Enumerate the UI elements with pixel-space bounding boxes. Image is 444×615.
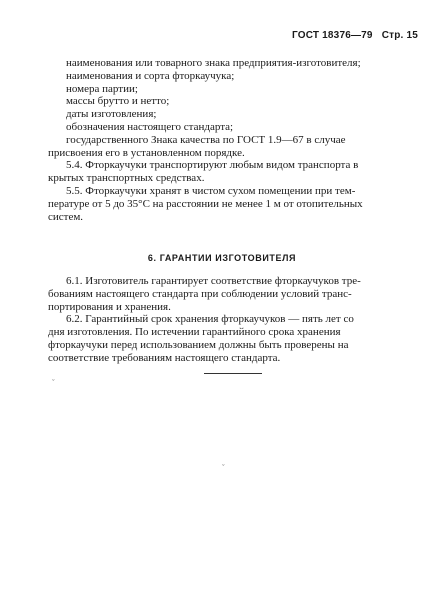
list-item: обозначения настоящего стандарта; [66,120,234,133]
list-item: наименования и сорта фторкаучука; [66,69,235,82]
paragraph-6-1-cont: бованиям настоящего стандарта при соблюдении условий транс- [48,287,352,300]
list-item: номера партии; [66,82,138,95]
paragraph-6-2-cont: дня изготовления. По истечении гарантийного срока хранения [48,326,341,339]
list-item: массы брутто и нетто; [66,95,170,108]
section-6-body [48,275,418,365]
list-item: наименования или товарного знака предприятия-изготовителя; [66,57,361,69]
list-item: даты изготовления; [66,108,157,121]
page-header [286,30,418,41]
paragraph-6-2-cont: соответствие требованиям настоящего стандарта. [48,351,281,364]
section-6-title: 6. ГАРАНТИИ ИЗГОТОВИТЕЛЯ [147,253,297,263]
end-rule [204,373,262,374]
paragraph-5-5-cont: пературе от 5 до 35°С на расстоянии не менее 1 м от отопительных [48,197,363,210]
page-number: Стр. 15 [381,30,418,41]
standard-number: ГОСТ 18376—79 [291,30,373,41]
paragraph-6-1: 6.1. Изготовитель гарантирует соответствие фторкаучуков тре- [66,275,361,287]
quality-mark-line: государственного Знака качества по ГОСТ 1.9—67 в случае [66,133,346,146]
scan-speck: ˇ [52,378,55,387]
paragraph-5-4-cont: крытых транспортных средствах. [48,172,205,185]
paragraph-5-5-cont: систем. [48,210,84,223]
paragraph-5-5: 5.5. Фторкаучуки хранят в чистом сухом помещении при тем- [66,184,356,197]
paragraph-6-2: 6.2. Гарантийный срок хранения фторкаучуков — пять лет со [66,313,354,326]
section-5-continued [48,57,418,223]
scan-speck: ˇ [222,463,225,472]
paragraph-6-1-cont: портирования и хранения. [48,300,171,313]
paragraph-6-2-cont: фторкаучуки перед использованием должны быть проверены на [48,338,349,351]
paragraph-5-4: 5.4. Фторкаучуки транспортируют любым видом транспорта в [66,159,359,172]
quality-mark-line-cont: присвоения его в установленном порядке. [48,146,245,159]
